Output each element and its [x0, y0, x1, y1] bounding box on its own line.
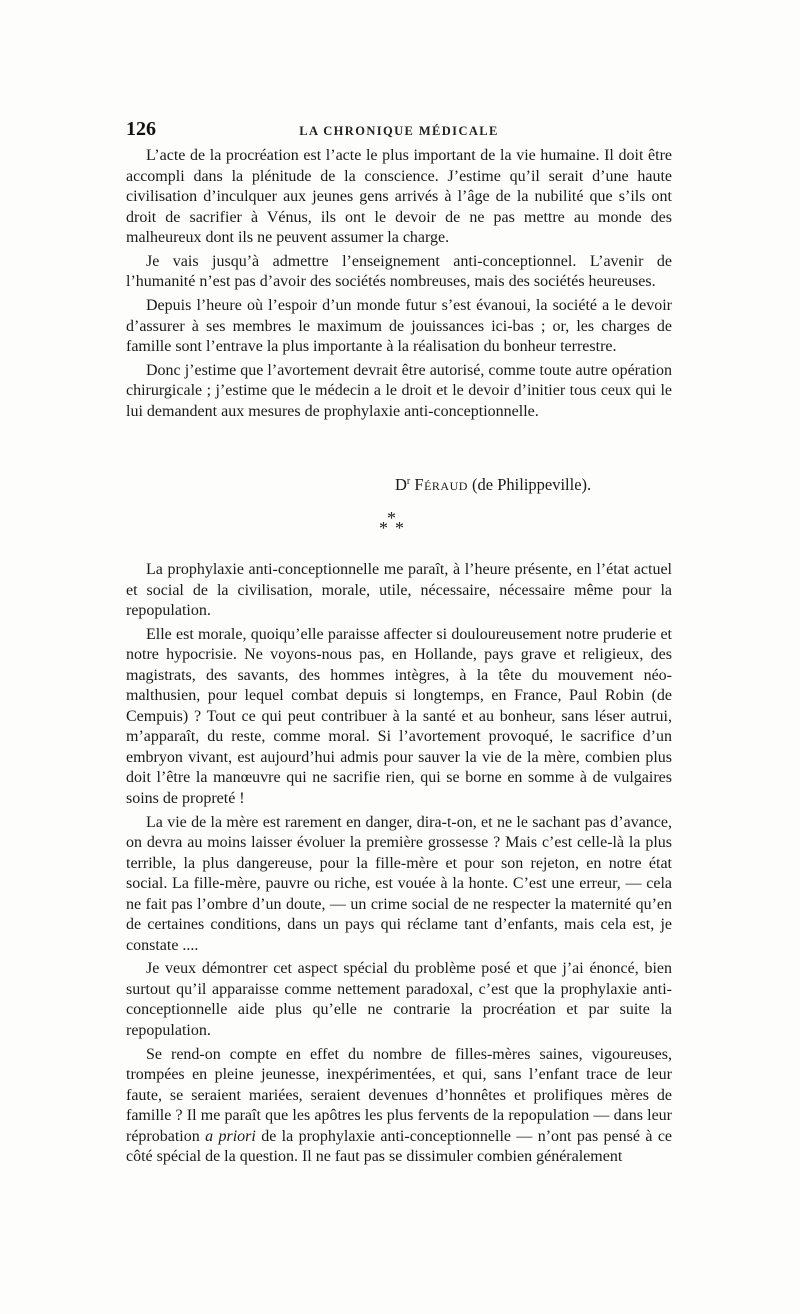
- paragraph: Donc j’estime que l’avortement devrait être autorisé, comme toute autre opération chirurgicale ; j’estime que le médecin a le droit et le devoir d’initier tous ceux qui le lui demandent aux mesures de prophylaxie anti-conceptionnelle.: [126, 361, 672, 420]
- asterism-separator: [368, 508, 428, 542]
- signature: [395, 475, 591, 495]
- paragraph: La prophylaxie anti-conceptionnelle me paraît, à l’heure présente, en l’état actuel et social de la civilisation, morale, utile, nécessaire, nécessaire même pour la repopulation.: [126, 561, 672, 619]
- text-run: Se rend-on compte en effet du nombre de filles-mères saines, vigoureuses, trompées en pleine jeunesse, inexpérimentées, et qui, sans l’enfant trace de leur faute, se seraient mariées, seraient devenues d’honnêtes et prolifiques mères de famille ? Il me paraît que les apôtres les plus fervents de la repopulation — dans leur réprobation: [126, 1045, 672, 1145]
- paragraph: Je vais jusqu’à admettre l’enseignement anti-conceptionnel. L’avenir de l’humanité n’est pas d’avoir des sociétés nombreuses, mais des sociétés heureuses.: [126, 252, 672, 291]
- signature-title: D: [395, 475, 407, 494]
- letter-second: [126, 560, 672, 1171]
- paragraph: Elle est morale, quoiqu’elle paraisse affecter si douloureusement notre pruderie et notre hypocrisie. Ne voyons-nous pas, en Hollande, pays grave et religieux, des magistrats, des savants, des hommes intègres, à la tête du mouvement néo-malthusien, pour lequel combat depuis si longtemps, en France, Paul Robin (de Cempuis) ? Tout ce qui peut contribuer à la santé et au bonheur, sans léser autrui, m’apparaît, du reste, comme moral. Si l’avortement provoqué, le sacrifice d’un embryon vivant, est aujourd’hui admis pour sauver la vie de la mère, combien plus doit l’être la manœuvre qui ne sacrifie rien, qui se borne en somme à de vulgaires soins de propreté !: [126, 625, 672, 807]
- running-title: LA CHRONIQUE MÉDICALE: [299, 124, 499, 138]
- signature-place: (de Philippeville).: [472, 475, 592, 494]
- page-header: [126, 118, 672, 144]
- text-run: de la prophylaxie anti-conceptionnelle — n’ont pas pensé à ce côté spécial de la question. Il ne faut pas se dissimuler combien généralement: [126, 1127, 673, 1166]
- page-number: 126: [126, 118, 156, 140]
- signature-title-sup: r: [406, 476, 411, 487]
- paragraph: [126, 1045, 672, 1168]
- paragraph: La vie de la mère est rarement en danger, dira-t-on, et ne le sachant pas d’avance, on devra au moins laisser évoluer la première grossesse ? Mais c’est celle-là la plus terrible, la plus dangereuse, pour la fille-mère et pour son rejeton, en notre état social. La fille-mère, pauvre ou riche, est vouée à la honte. C’est une erreur, — cela ne fait pas l’ombre d’un doute, — un crime social de ne respecter la maternité qu’en de certaines conditions, dans un pays qui réclame tant d’enfants, mais cela est, je constate ....: [126, 813, 672, 954]
- asterisk: *: [387, 508, 396, 528]
- paragraph: L’acte de la procréation est l’acte le plus important de la vie humaine. Il doit être accompli dans la plénitude de la conscience. J’estime qu’il serait d’une haute civilisation d’inculquer aux jeunes gens arrivés à l’âge de la nubilité que s’ils ont droit de sacrifier à Vénus, ils ont le devoir de ne pas mettre au monde des malheureux dont ils ne peuvent assumer la charge.: [126, 147, 672, 246]
- letter-feraud: [126, 146, 672, 426]
- paragraph: Je veux démontrer cet aspect spécial du problème posé et que j’ai énoncé, bien surtout qu’il apparaisse comme nettement paradoxal, c’est que la prophylaxie anti-conceptionnelle aide plus qu’elle ne contrarie la procréation et par suite la repopulation.: [126, 960, 672, 1039]
- asterisk: *: [395, 518, 404, 538]
- signature-name: Féraud: [414, 475, 468, 494]
- paragraph: Depuis l’heure où l’espoir d’un monde futur s’est évanoui, la société a le devoir d’assurer à ses membres le maximum de jouissances ici-bas ; or, les charges de famille sont l’entrave la plus importante à la réalisation du bonheur terrestre.: [126, 297, 672, 356]
- italic-text: a priori: [205, 1127, 256, 1145]
- asterisk: *: [379, 518, 388, 538]
